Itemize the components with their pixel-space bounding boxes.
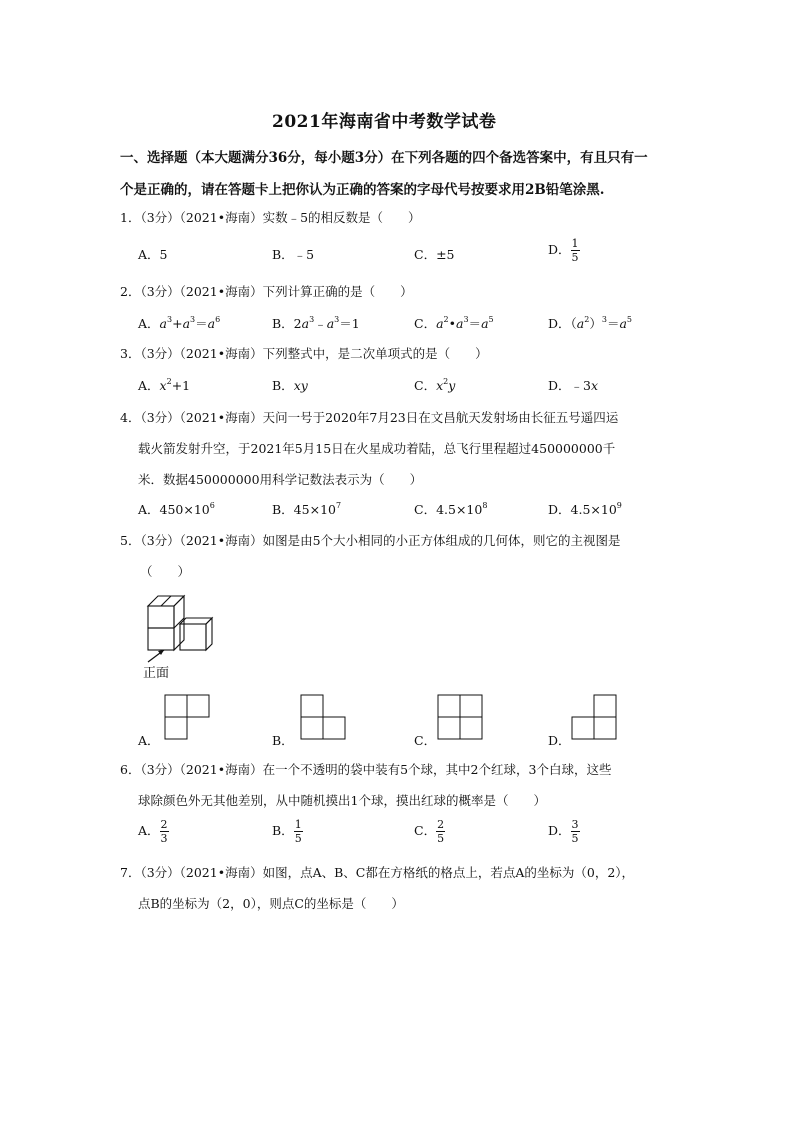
fraction-denominator: 3 [160, 832, 168, 845]
q5-option-c-label: C． [414, 733, 437, 748]
q2-option-b: B．$2a^3﹣a^3=1$ [272, 315, 360, 331]
question-3-stem: 3．（3分）（2021•海南）下列整式中，是二次单项式的是（ ） [120, 346, 488, 361]
fraction-numerator: 1 [571, 237, 579, 250]
q5-option-a-figure [164, 694, 214, 740]
section-heading-line1: 一、选择题（本大题满分36分，每小题3分）在下列各题的四个备选答案中，有且只有一 [120, 150, 648, 166]
q5-option-b-label: B． [272, 733, 294, 748]
front-view-label: 正面 [143, 666, 170, 681]
q1-option-b: B．﹣5 [272, 247, 315, 262]
q3-option-a: A．$x^2+1$ [138, 377, 191, 393]
q6-option-c [414, 818, 445, 845]
question-6-stem-line2: 球除颜色外无其他差别，从中随机摸出1个球，摸出红球的概率是（ ） [138, 793, 546, 808]
question-4-stem-line1: 4．（3分）（2021•海南）天问一号于2020年7月23日在文昌航天发射场由长征五号遥四运 [120, 410, 619, 425]
question-5-stem-line2: （ ） [140, 564, 191, 579]
question-6-stem-line1: 6．（3分）（2021•海南）在一个不透明的袋中装有5个球，其中2个红球，3个白球，这些 [120, 762, 612, 777]
q4-option-a: A．$450\times 10^6$ [138, 501, 215, 517]
question-4-stem-line2: 载火箭发射升空，于2021年5月15日在火星成功着陆，总飞行里程超过450000000千 [138, 441, 616, 456]
q1-option-a: A．5 [138, 247, 168, 262]
cube-front-bottom [148, 628, 174, 650]
q1-option-d [548, 237, 580, 264]
q6-option-d-label: D． [548, 823, 571, 838]
q2-option-a: A．$a^3+a^3=a^6$ [138, 315, 221, 331]
question-4-stem-line3: 米．数据450000000用科学记数法表示为（ ） [138, 472, 423, 487]
question-7-stem-line1: 7．（3分）（2021•海南）如图，点A、B、C都在方格纸的格点上，若点A的坐标为（0，2）， [120, 865, 635, 880]
q6-option-a [138, 818, 169, 845]
q5-option-b-figure [300, 694, 350, 740]
q6-option-d-fraction [571, 818, 580, 845]
q6-option-c-fraction [436, 818, 445, 845]
q3-option-c: C．$x^2y$ [414, 377, 456, 393]
q4-option-d: D．$4.5\times 10^9$ [548, 501, 622, 517]
question-7-stem-line2: 点B的坐标为（2，0），则点C的坐标是（ ） [138, 896, 404, 911]
q1-option-c: C．±5 [414, 247, 455, 262]
q2-option-c: C．$a^2•a^3=a^5$ [414, 315, 494, 331]
fraction-denominator: 5 [571, 251, 579, 264]
page-title: 2021年海南省中考数学试卷 [272, 112, 497, 132]
q3-option-b: B．xy [272, 378, 308, 393]
q6-option-b-fraction [294, 818, 303, 845]
q6-option-a-fraction [160, 818, 169, 845]
fraction-denominator: 5 [437, 832, 445, 845]
q5-option-a-label: A． [138, 733, 160, 748]
fraction-denominator: 5 [571, 832, 579, 845]
question-1-stem: 1．（3分）（2021•海南）实数﹣5的相反数是（ ） [120, 210, 421, 225]
fraction-numerator: 1 [294, 818, 302, 831]
q6-option-b-label: B． [272, 823, 294, 838]
q6-option-b [272, 818, 303, 845]
q6-option-c-label: C． [414, 823, 437, 838]
fraction-denominator: 5 [294, 832, 302, 845]
section-heading-line2: 个是正确的，请在答题卡上把你认为正确的答案的字母代号按要求用2B铅笔涂黑. [120, 182, 605, 198]
fraction-numerator: 2 [437, 818, 445, 831]
q2-option-d: D．$(a^2)^3=a^5$ [548, 315, 632, 331]
q5-option-d-label: D． [548, 733, 571, 748]
q6-option-a-label: A． [138, 823, 160, 838]
q1-option-d-label: D． [548, 242, 571, 257]
q5-option-d-figure [571, 694, 621, 740]
question-2-stem: 2．（3分）（2021•海南）下列计算正确的是（ ） [120, 284, 413, 299]
q4-option-c: C．$4.5\times 10^8$ [414, 501, 488, 517]
q4-option-b: B．$45\times 10^7$ [272, 501, 342, 517]
q6-option-d [548, 818, 580, 845]
q3-option-d: D．﹣3x [548, 378, 599, 393]
fraction-numerator: 2 [160, 818, 168, 831]
question-5-stem-line1: 5．（3分）（2021•海南）如图是由5个大小相同的小正方体组成的几何体，则它的主视图是 [120, 533, 621, 548]
fraction-numerator: 3 [571, 818, 579, 831]
q5-option-c-figure [437, 694, 487, 740]
q1-option-d-fraction [571, 237, 580, 264]
cube-front-top [148, 606, 174, 628]
